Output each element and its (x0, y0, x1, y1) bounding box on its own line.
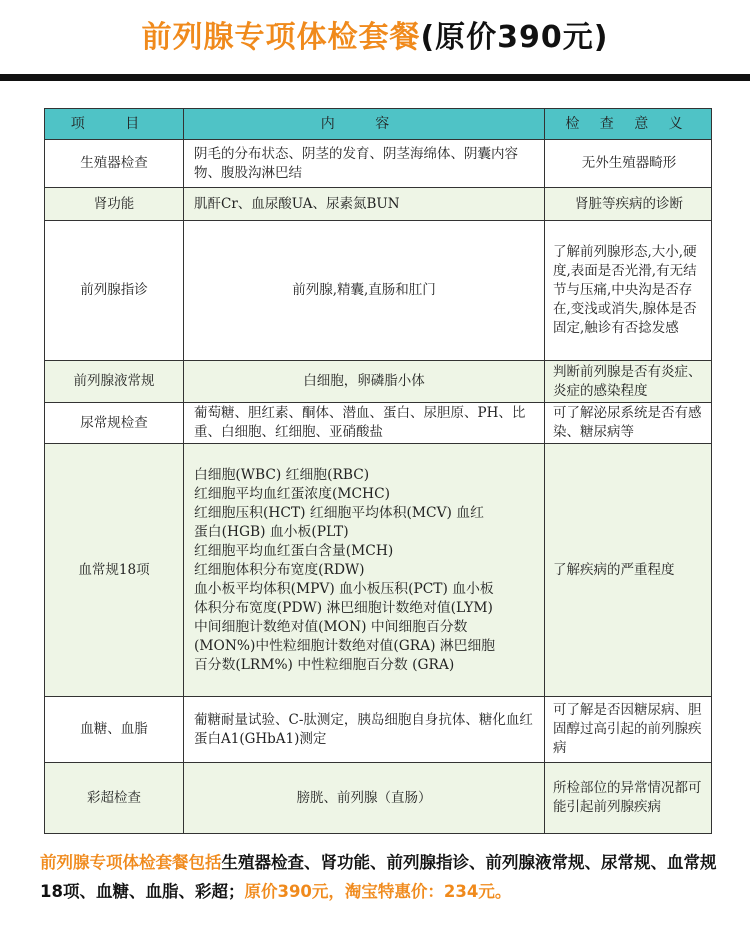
table-row (45, 188, 712, 221)
cbc-line: 白细胞(WBC) 红细胞(RBC) (194, 466, 370, 483)
row-content: 肌酐Cr、血尿酸UA、尿素氮BUN (184, 188, 545, 221)
table-row (45, 361, 712, 403)
table-row (45, 403, 712, 444)
title-main: 前列腺专项体检套餐 (141, 20, 421, 55)
table-row (45, 444, 712, 697)
col-header-meaning: 检 查 意 义 (545, 109, 712, 140)
row-meaning: 可了解泌尿系统是否有感染、糖尿病等 (545, 403, 712, 444)
cbc-line: 蛋白(HGB) 血小板(PLT) (194, 523, 349, 540)
cbc-line: 体积分布宽度(PDW) 淋巴细胞计数绝对值(LYM) (194, 599, 493, 616)
row-item: 血糖、血脂 (45, 697, 184, 763)
cbc-line: 红细胞平均血红蛋白含量(MCH) (194, 542, 394, 559)
cbc-line: 红细胞体积分布宽度(RDW) (194, 561, 365, 578)
row-meaning: 了解前列腺形态,大小,硬度,表面是否光滑,有无结节与压痛,中央沟是否存在,变浅或消失,腺体是否固定,触诊有否捻发感 (545, 221, 712, 361)
table-row (45, 763, 712, 834)
row-content: 前列腺,精囊,直肠和肛门 (184, 221, 545, 361)
row-content: 膀胱、前列腺（直肠） (184, 763, 545, 834)
summary-lead: 前列腺专项体检套餐包括 (40, 853, 222, 872)
row-content-cbc (184, 444, 545, 697)
row-item: 前列腺液常规 (45, 361, 184, 403)
table-row (45, 140, 712, 188)
cbc-line: 红细胞平均血红蛋浓度(MCHC) (194, 485, 391, 502)
title-price: (原价390元) (420, 20, 609, 55)
row-meaning: 肾脏等疾病的诊断 (545, 188, 712, 221)
table-row (45, 221, 712, 361)
row-meaning: 无外生殖器畸形 (545, 140, 712, 188)
row-item: 肾功能 (45, 188, 184, 221)
package-summary (40, 848, 730, 906)
row-item: 生殖器检查 (45, 140, 184, 188)
row-meaning: 所检部位的异常情况都可能引起前列腺疾病 (545, 763, 712, 834)
row-item: 彩超检查 (45, 763, 184, 834)
row-content: 阴毛的分布状态、阴茎的发育、阴茎海绵体、阴囊内容物、腹股沟淋巴结 (184, 140, 545, 188)
package-table (44, 108, 712, 834)
row-meaning: 了解疾病的严重程度 (545, 444, 712, 697)
row-meaning: 判断前列腺是否有炎症、炎症的感染程度 (545, 361, 712, 403)
page-title (0, 18, 750, 58)
cbc-line: 中间细胞计数绝对值(MON) 中间细胞百分数 (194, 618, 468, 635)
row-meaning: 可了解是否因糖尿病、胆固醇过高引起的前列腺疾病 (545, 697, 712, 763)
title-divider (0, 74, 750, 81)
row-content: 白细胞，卵磷脂小体 (184, 361, 545, 403)
cbc-line: 百分数(LRM%) 中性粒细胞百分数 (GRA) (194, 656, 455, 673)
row-content: 葡糖耐量试验、C-肽测定，胰岛细胞自身抗体、糖化血红蛋白A1(GHbA1)测定 (184, 697, 545, 763)
cbc-line: 血小板平均体积(MPV) 血小板压积(PCT) 血小板 (194, 580, 494, 597)
row-item: 前列腺指诊 (45, 221, 184, 361)
table-row (45, 697, 712, 763)
col-header-item: 项 目 (45, 109, 184, 140)
summary-price: 原价390元，淘宝特惠价：234元。 (244, 882, 512, 901)
table-header-row (45, 109, 712, 140)
cbc-line: 红细胞压积(HCT) 红细胞平均体积(MCV) 血红 (194, 504, 484, 521)
summary-items: 生殖器检查、肾功能、前列腺指诊、前列腺液常规、尿常规、血常规18项、血糖、血脂、彩超； (40, 853, 717, 901)
row-content: 葡萄糖、胆红素、酮体、潜血、蛋白、尿胆原、PH、比重、白细胞、红细胞、亚硝酸盐 (184, 403, 545, 444)
row-item: 尿常规检查 (45, 403, 184, 444)
row-item: 血常规18项 (45, 444, 184, 697)
col-header-content: 内 容 (184, 109, 545, 140)
cbc-line: (MON%)中性粒细胞计数绝对值(GRA) 淋巴细胞 (194, 637, 496, 654)
